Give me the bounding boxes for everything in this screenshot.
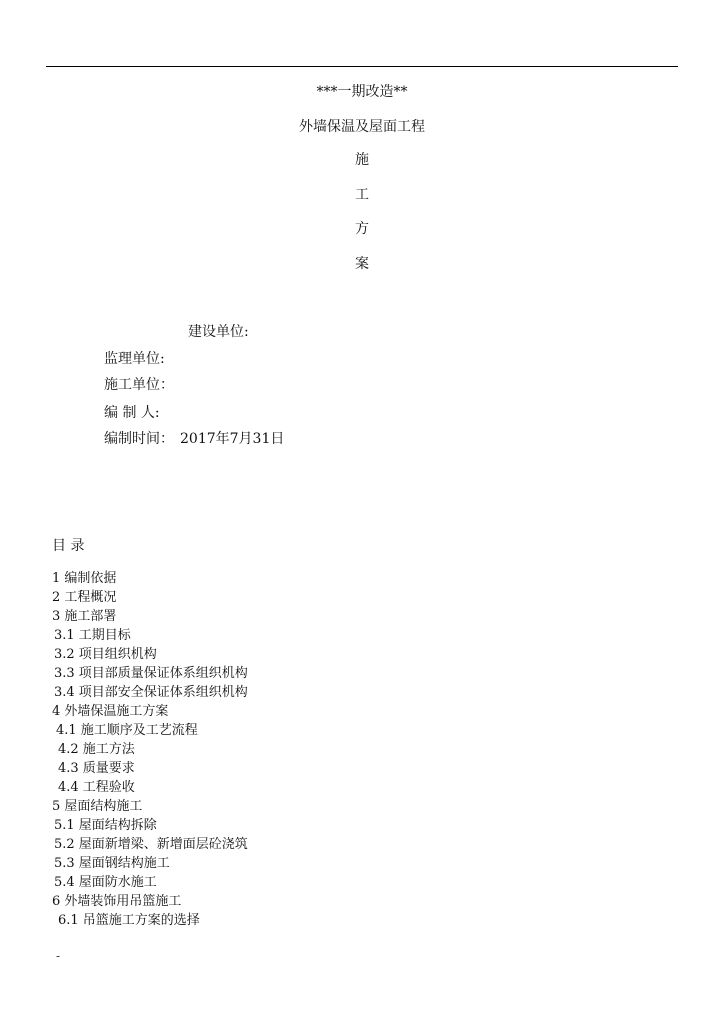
footer-mark: - — [56, 949, 61, 963]
vertical-title-char: 施 — [355, 152, 369, 168]
subject-title: 外墙保温及屋面工程 — [299, 119, 425, 135]
vertical-title-char: 工 — [355, 187, 369, 203]
field-contractor-unit — [104, 377, 174, 393]
header-rule — [46, 66, 678, 67]
toc-item[interactable]: 3 施工部署 — [52, 609, 117, 624]
toc-item[interactable]: 5.2 屋面新增梁、新增面层砼浇筑 — [54, 837, 248, 852]
toc-item[interactable]: 4 外墙保温施工方案 — [52, 704, 169, 719]
toc-item[interactable]: 5 屋面结构施工 — [52, 799, 143, 814]
field-label: 建设单位: — [188, 324, 249, 340]
toc-item[interactable]: 4.3 质量要求 — [58, 761, 135, 776]
field-label: 编 制 人: — [104, 405, 160, 421]
toc-item[interactable]: 5.1 屋面结构拆除 — [54, 818, 157, 833]
toc-item[interactable]: 4.1 施工顺序及工艺流程 — [56, 723, 198, 738]
toc-item[interactable]: 2 工程概况 — [52, 590, 117, 605]
field-author — [104, 405, 160, 421]
field-date — [104, 431, 284, 447]
table-of-contents — [52, 569, 248, 930]
toc-item[interactable]: 3.2 项目组织机构 — [54, 647, 157, 662]
field-value: 2017年7月31日 — [180, 431, 285, 447]
toc-item[interactable]: 5.3 屋面钢结构施工 — [54, 856, 170, 871]
field-label: 施工单位： — [104, 377, 174, 393]
vertical-title-char: 案 — [355, 256, 369, 272]
toc-item[interactable]: 3.1 工期目标 — [54, 628, 131, 643]
field-construction-unit — [188, 324, 249, 340]
field-supervision-unit — [104, 351, 165, 367]
project-title: ***一期改造** — [316, 84, 408, 100]
toc-item[interactable]: 4.4 工程验收 — [58, 780, 135, 795]
toc-title: 目 录 — [52, 538, 85, 554]
toc-item[interactable]: 6.1 吊篮施工方案的选择 — [58, 913, 200, 928]
toc-item[interactable]: 4.2 施工方法 — [58, 742, 135, 757]
vertical-title-char: 方 — [355, 221, 369, 237]
toc-item[interactable]: 6 外墙装饰用吊篮施工 — [52, 894, 182, 909]
field-label: 编制时间： — [104, 431, 174, 447]
toc-item[interactable]: 1 编制依据 — [52, 571, 117, 586]
field-label: 监理单位: — [104, 351, 165, 367]
toc-item[interactable]: 5.4 屋面防水施工 — [54, 875, 157, 890]
toc-item[interactable]: 3.3 项目部质量保证体系组织机构 — [54, 666, 248, 681]
toc-item[interactable]: 3.4 项目部安全保证体系组织机构 — [54, 685, 248, 700]
